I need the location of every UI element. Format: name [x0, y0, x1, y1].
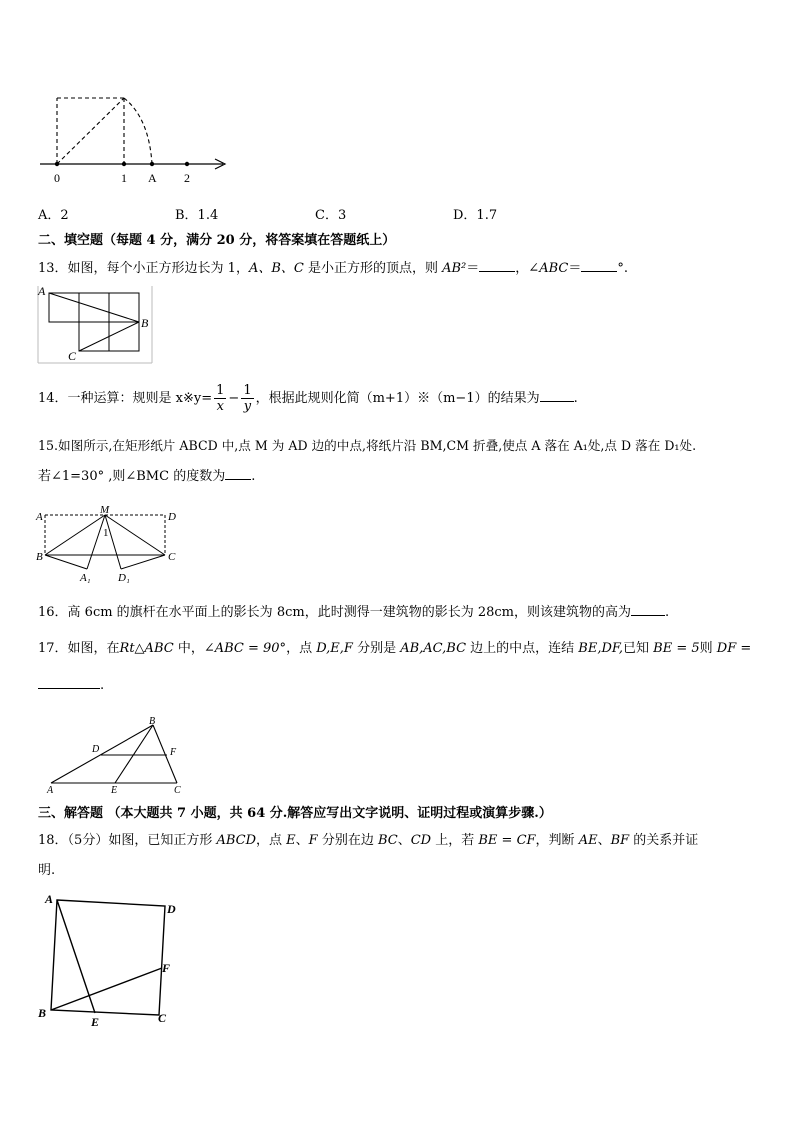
sq-label-f: F: [162, 961, 171, 975]
q18-e: E: [286, 833, 296, 848]
q17-text-f: 已知: [623, 641, 654, 656]
option-d: D．1.7: [453, 208, 498, 223]
q18-text-h: 、: [597, 833, 611, 848]
fold-label-a1: A₁: [80, 572, 91, 584]
frac2-num: 1: [243, 383, 252, 398]
q18-text-c: 、: [295, 833, 309, 848]
tri-label-b: B: [149, 716, 156, 727]
answer-blank[interactable]: [540, 389, 574, 402]
q18-f: F: [308, 833, 318, 848]
q18-text-i: 的关系并证: [629, 833, 699, 848]
q17-text-b: 中，: [173, 641, 204, 656]
sq-label-e: E: [91, 1015, 100, 1029]
square-figure: [35, 890, 190, 1030]
tri-label-a: A: [47, 785, 54, 795]
q17-angle: ∠ABC = 90°: [203, 641, 287, 656]
q13-text-c: 是小正方形的顶点，则: [303, 261, 443, 276]
q14-minus: −: [228, 391, 240, 406]
option-a: A．2: [38, 208, 69, 223]
question-17-line2: [38, 676, 104, 695]
fold-label-d: D: [168, 511, 176, 523]
tri-label-d: D: [92, 744, 100, 755]
q16-text: 16．高 6cm 的旗杆在水平面上的影长为 8cm，此时测得一建筑物的影长为 28cm，则该建筑物的高为: [38, 605, 631, 620]
q18-bf: BF: [610, 833, 630, 848]
frac1-num: 1: [216, 383, 225, 398]
q18-becf: BE = CF: [478, 833, 536, 848]
grid-figure: [35, 283, 155, 365]
q17-text-d: 分别是: [352, 641, 401, 656]
q17-sides: AB,AC,BC: [400, 641, 467, 656]
q14-end: .: [573, 391, 578, 406]
q17-rt: Rt△ABC: [119, 641, 174, 656]
answer-blank[interactable]: [38, 676, 100, 689]
q18-text-f: 上，若: [431, 833, 479, 848]
fold-label-d1: D₁: [118, 572, 130, 584]
q18-bc: BC: [377, 833, 398, 848]
q18-cd: CD: [410, 833, 432, 848]
q13-text-d: ，∠: [515, 261, 540, 276]
label-0: 0: [54, 171, 60, 185]
q17-segs: BE,DF,: [578, 641, 624, 656]
q18-text-d: 分别在边: [317, 833, 378, 848]
answer-blank[interactable]: [631, 603, 665, 616]
question-16: [38, 603, 669, 622]
grid-label-c: C: [68, 349, 77, 363]
sq-label-b: B: [38, 1006, 47, 1020]
sq-label-c: C: [158, 1011, 167, 1025]
tri-label-e: E: [111, 785, 118, 795]
question-13: [38, 259, 628, 278]
answer-blank[interactable]: [225, 467, 251, 480]
q17-end: .: [100, 678, 105, 693]
q18-abcd: ABCD: [216, 833, 257, 848]
q18-text-a: 18．（5分）如图，已知正方形: [38, 833, 217, 848]
frac2-den: y: [243, 399, 252, 414]
q13-deg: °.: [617, 261, 628, 276]
question-15-line2: [38, 467, 255, 486]
q17-pts: D,E,F: [316, 641, 353, 656]
q13-points: A、B、C: [248, 261, 304, 276]
q18-text-b: ，点: [256, 833, 287, 848]
option-b: B．1.4: [175, 208, 219, 223]
tri-label-f: F: [170, 747, 177, 758]
sq-label-d: D: [167, 902, 176, 916]
q17-text-g: 则: [699, 641, 717, 656]
fraction-1-over-y: [241, 383, 253, 414]
q17-be: BE = 5: [653, 641, 700, 656]
fold-label-1: 1: [103, 527, 109, 539]
triangle-figure: [45, 715, 195, 795]
q17-text-c: ，点: [286, 641, 317, 656]
q13-eq2: ＝: [568, 261, 582, 276]
q17-text-a: 17．如图，在: [38, 641, 120, 656]
grid-label-b: B: [141, 316, 149, 330]
question-14: [38, 382, 578, 416]
section3-title: 三、解答题 （本大题共 7 小题，共 64 分.解答应写出文字说明、证明过程或演算步骤.）: [38, 806, 552, 821]
question-17-line1: [38, 640, 751, 658]
fold-label-b: B: [36, 551, 43, 563]
frac1-den: x: [216, 399, 224, 414]
tri-label-c: C: [174, 785, 181, 795]
fraction-1-over-x: [214, 383, 226, 414]
question-15-line1: 15.如图所示,在矩形纸片 ABCD 中,点 M 为 AD 边的中点,将纸片沿 BM,CM 折叠,使点 A 落在 A₁处,点 D 落在 D₁处.: [38, 438, 697, 453]
section2-title: 二、填空题（每题 4 分，满分 20 分，将答案填在答题纸上）: [38, 233, 396, 248]
q13-eq1: ＝: [466, 261, 480, 276]
sq-label-a: A: [45, 892, 54, 906]
fold-label-a: A: [36, 511, 43, 523]
q15-end: .: [251, 469, 256, 484]
fold-label-m: M: [100, 505, 110, 516]
label-1: 1: [121, 171, 127, 185]
q18-text-e: 、: [397, 833, 411, 848]
q13-ab2: AB²: [442, 261, 467, 276]
label-A: A: [148, 171, 157, 185]
q14-text-a: 14．一种运算：规则是 x※y=: [38, 391, 213, 406]
grid-label-a: A: [38, 284, 46, 298]
q13-text-a: 13．如图，每个小正方形边长为 1，: [38, 261, 249, 276]
q17-df: DF =: [716, 641, 752, 656]
q15-text: 若∠1=30° ,则∠BMC 的度数为: [38, 469, 226, 484]
fold-label-c: C: [168, 551, 176, 563]
q18-text-g: ，判断: [535, 833, 579, 848]
q18-ae: AE: [578, 833, 598, 848]
answer-blank[interactable]: [479, 259, 515, 272]
option-c: C．3: [315, 208, 347, 223]
fold-rectangle-figure: [35, 505, 185, 587]
q16-end: .: [664, 605, 670, 620]
number-line-figure: [35, 90, 235, 185]
q13-abc: ABC: [539, 261, 569, 276]
question-18-line2: 明.: [38, 863, 56, 878]
question-18-line1: [38, 832, 698, 850]
answer-blank[interactable]: [581, 259, 617, 272]
q17-text-e: 边上的中点，连结: [466, 641, 579, 656]
q14-text-b: ，根据此规则化简（m+1）※（m−1）的结果为: [255, 391, 540, 406]
label-2: 2: [184, 171, 190, 185]
